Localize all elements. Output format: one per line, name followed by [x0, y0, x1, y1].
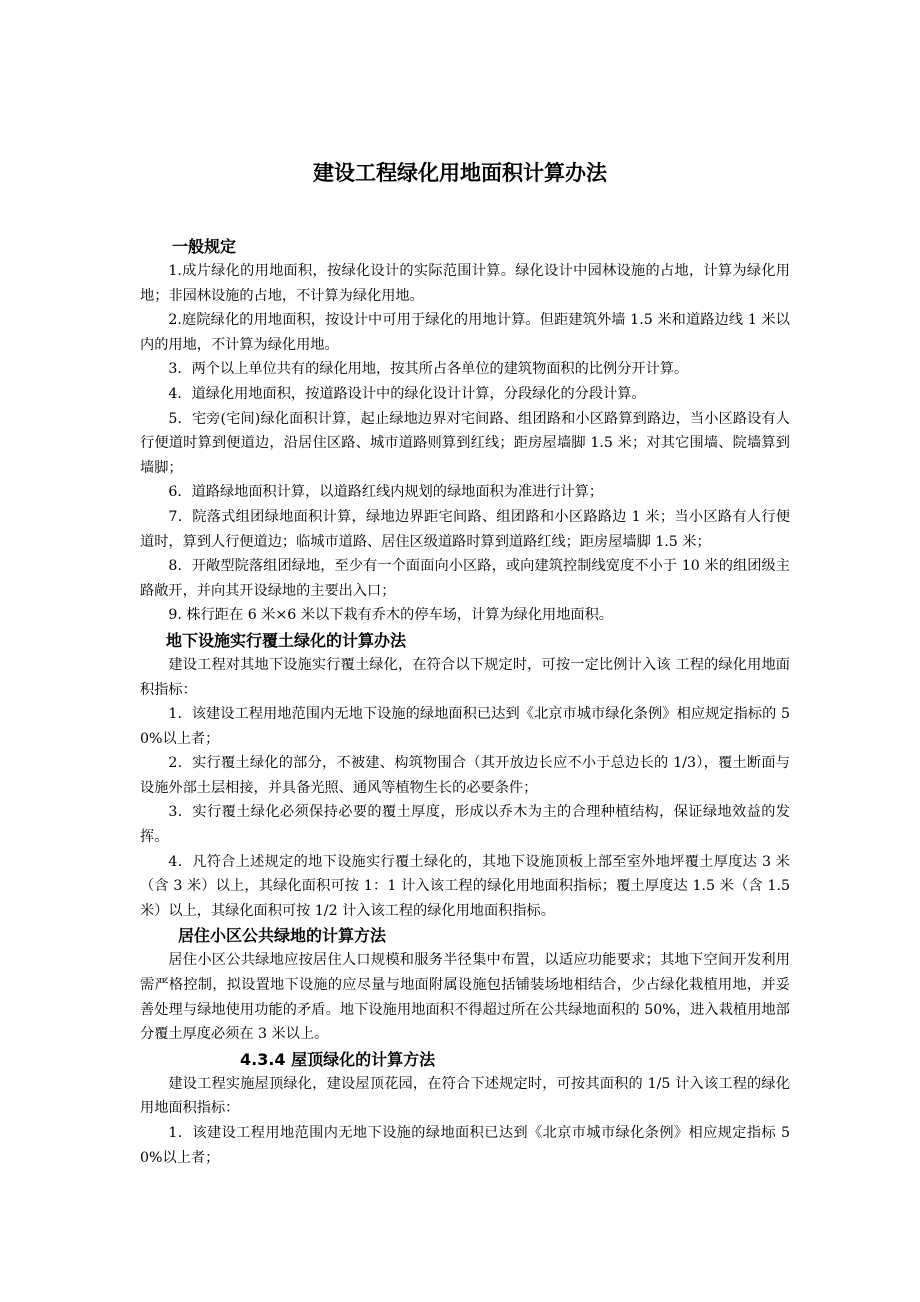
paragraph: 5．宅旁(宅间)绿化面积计算，起止绿地边界对宅间路、组团路和小区路算到路边，当小区路设有人行便道时算到便道边，沿居住区路、城市道路则算到红线；距房屋墙脚 1.5 米；对其它围墙、院墙算到墙脚；: [140, 410, 790, 476]
paragraph: 1．该建设工程用地范围内无地下设施的绿地面积已达到《北京市城市绿化条例》相应规定指标 50%以上者；: [140, 1125, 790, 1166]
paragraph: 9. 株行距在 6 米×6 米以下栽有乔木的停车场，计算为绿化用地面积。: [168, 607, 613, 624]
paragraph: 1.成片绿化的用地面积，按绿化设计的实际范围计算。绿化设计中园林设施的占地，计算为绿化用地；非园林设施的占地，不计算为绿化用地。: [140, 263, 790, 304]
paragraph: 4．道绿化用地面积，按道路设计中的绿化设计计算，分段绿化的分段计算。: [168, 385, 646, 402]
paragraph: 3．两个以上单位共有的绿化用地，按其所占各单位的建筑物面积的比例分开计算。: [168, 361, 689, 378]
paragraph: 4．凡符合上述规定的地下设施实行覆土绿化的，其地下设施顶板上部至室外地坪覆土厚度达 3 米（含 3 米）以上，其绿化面积可按 1：1 计入该工程的绿化用地面积指标；覆土厚度达 1.5 米（含 1.5 米）以上，其绿化面积可按 1/2 计入该工程的绿化用地面积指标。: [140, 853, 790, 919]
document-title: 建设工程绿化用地面积计算办法: [313, 161, 607, 185]
paragraph: 居住小区公共绿地应按居住人口规模和服务半径集中布置，以适应功能要求；其地下空间开发利用需严格控制，拟设置地下设施的应尽量与地面附属设施包括铺装场地相结合，少占绿化栽植用地，并妥善处理与绿地使用功能的矛盾。地下设施用地面积不得超过所在公共绿地面积的 50%，进入栽植用地部分覆土厚度必须在 3 米以上。: [140, 952, 790, 1043]
section-heading-underground: 地下设施实行覆土绿化的计算办法: [166, 630, 407, 650]
paragraph: 2.庭院绿化的用地面积，按设计中可用于绿化的用地计算。但距建筑外墙 1.5 米和道路边线 1 米以内的用地，不计算为绿化用地。: [140, 312, 790, 353]
section-heading-residential: 居住小区公共绿地的计算方法: [178, 926, 387, 946]
paragraph: 建设工程实施屋顶绿化，建设屋顶花园，在符合下述规定时，可按其面积的 1/5 计入该工程的绿化用地面积指标：: [140, 1075, 790, 1117]
paragraph: 8．开敞型院落组团绿地，至少有一个面面向小区路，或向建筑控制线宽度不小于 10 米的组团级主路敞开，并向其开设绿地的主要出入口；: [140, 558, 790, 599]
paragraph: 3．实行覆土绿化必须保持必要的覆土厚度，形成以乔木为主的合理种植结构，保证绿地效益的发挥。: [140, 804, 790, 846]
section-heading-general: 一般规定: [172, 237, 237, 256]
document-body: [140, 234, 790, 1170]
section-heading-roof: 4.3.4 屋顶绿化的计算方法: [240, 1049, 436, 1069]
paragraph: 7．院落式组团绿地面积计算，绿地边界距宅间路、组团路和小区路路边 1 米；当小区路有人行便道时，算到人行便道边；临城市道路、居住区级道路时算到道路红线；距房屋墙脚 1.5 米；: [140, 508, 790, 550]
paragraph: 6．道路绿地面积计算，以道路红线内规划的绿地面积为准进行计算；: [168, 484, 604, 501]
paragraph: 建设工程对其地下设施实行覆土绿化，在符合以下规定时，可按一定比例计入该 工程的绿化用地面积指标：: [140, 656, 790, 698]
paragraph: 2．实行覆土绿化的部分，不被建、构筑物围合（其开放边长应不小于总边长的 1/3），覆土断面与设施外部土层相接，并具备光照、通风等植物生长的必要条件；: [140, 755, 790, 796]
paragraph: 1．该建设工程用地范围内无地下设施的绿地面积已达到《北京市城市绿化条例》相应规定指标的 50%以上者；: [140, 706, 790, 747]
